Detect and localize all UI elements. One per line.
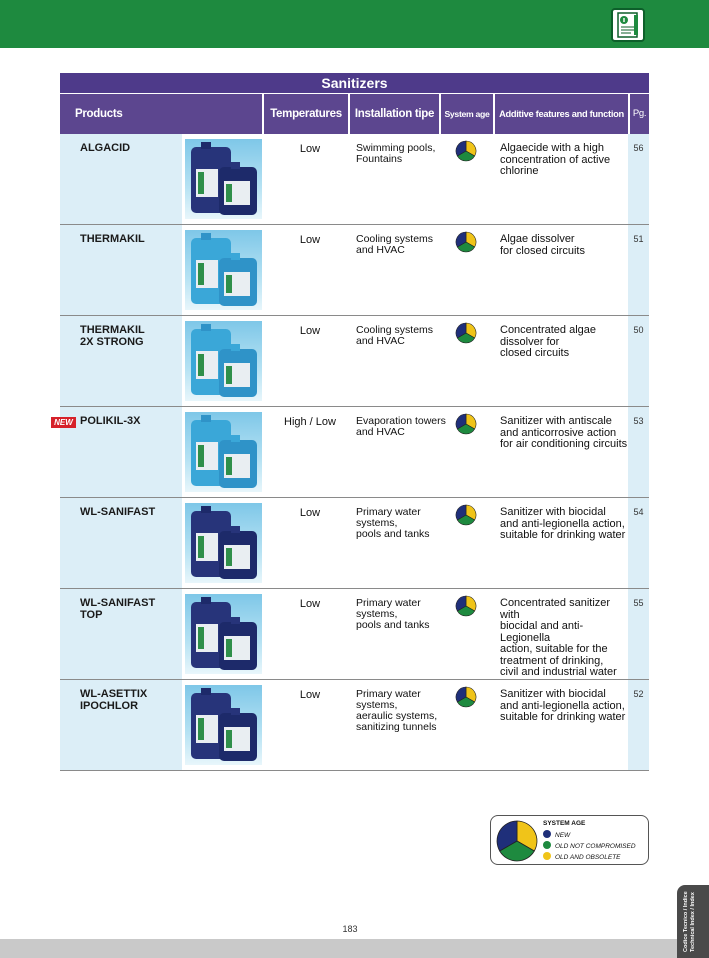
page-reference[interactable]: 52: [633, 689, 644, 699]
installation-value: Cooling systems and HVAC: [356, 324, 434, 347]
table-row: [60, 407, 649, 498]
feature-description: Sanitizer with biocidal and anti-legionella action, suitable for drinking water: [500, 506, 626, 541]
product-name[interactable]: WL-SANIFAST: [80, 506, 156, 518]
page-reference[interactable]: 50: [633, 325, 644, 335]
new-badge: NEW: [51, 417, 76, 428]
legend-dot-icon: [543, 841, 551, 849]
legend-item-old-not-compromised: OLD NOT COMPROMISED: [543, 841, 636, 850]
table-row: [60, 225, 649, 316]
system-age-pie-icon: [455, 322, 477, 344]
system-age-pie-icon: [455, 504, 477, 526]
sanitizers-table: [60, 73, 649, 771]
product-name[interactable]: THERMAKIL 2X STRONG: [80, 324, 145, 348]
table-body: [60, 134, 649, 771]
technical-book-icon[interactable]: [611, 8, 645, 42]
table-row: [60, 316, 649, 407]
feature-description: Concentrated sanitizer with biocidal and anti-Legionella action, suitable for the treatment of drinking, civil and industrial water: [500, 597, 617, 678]
product-photo: [185, 685, 262, 765]
feature-description: Concentrated algae dissolver for closed circuits: [500, 324, 597, 359]
table-row: [60, 134, 649, 225]
product-name[interactable]: THERMAKIL: [80, 233, 145, 245]
product-name[interactable]: ALGACID: [80, 142, 131, 154]
header-temperatures: Temperatures: [262, 94, 348, 134]
installation-value: Swimming pools, Fountains: [356, 142, 436, 165]
top-bar: [0, 0, 709, 48]
side-tab-label: Codice Tecnico / Indice Technical Index / Index: [683, 891, 696, 952]
page-reference[interactable]: 54: [633, 507, 644, 517]
table-row: [60, 680, 649, 771]
product-photo: [185, 412, 262, 492]
table-title: Sanitizers: [60, 73, 649, 94]
feature-description: Sanitizer with antiscale and anticorrosive action for air conditioning circuits: [500, 415, 628, 450]
temperature-value: Low: [299, 689, 321, 701]
page-reference[interactable]: 56: [633, 143, 644, 153]
temperature-value: Low: [299, 143, 321, 155]
page-reference[interactable]: 55: [633, 598, 644, 608]
installation-value: Primary water systems, aeraulic systems, sanitizing tunnels: [356, 688, 438, 733]
system-age-pie-icon: [455, 686, 477, 708]
product-name[interactable]: POLIKIL-3X: [80, 415, 141, 427]
header-installation: Installation tipe: [348, 94, 439, 134]
table-header-row: [60, 94, 649, 134]
temperature-value: Low: [299, 325, 321, 337]
table-row: [60, 589, 649, 680]
legend-title: SYSTEM AGE: [543, 820, 586, 827]
legend-item-old-and-obsolete: OLD AND OBSOLETE: [543, 852, 621, 861]
installation-value: Primary water systems, pools and tanks: [356, 506, 430, 540]
system-age-pie-icon: [455, 595, 477, 617]
installation-value: Primary water systems, pools and tanks: [356, 597, 430, 631]
header-products: Products: [75, 108, 123, 120]
installation-value: Evaporation towers and HVAC: [356, 415, 446, 438]
feature-description: Algaecide with a high concentration of active chlorine: [500, 142, 611, 177]
header-features: Additive features and function: [493, 94, 628, 134]
legend-item-new: NEW: [543, 830, 570, 839]
system-age-pie-icon: [455, 140, 477, 162]
page-number: 183: [342, 924, 358, 934]
header-pg: Pg.: [628, 94, 649, 134]
system-age-pie-icon: [455, 413, 477, 435]
product-photo: [185, 594, 262, 674]
product-name[interactable]: WL-SANIFAST TOP: [80, 597, 156, 621]
temperature-value: Low: [299, 598, 321, 610]
header-system-age: System age: [439, 94, 493, 134]
product-photo: [185, 139, 262, 219]
product-photo: [185, 503, 262, 583]
temperature-value: Low: [299, 507, 321, 519]
system-age-legend: [490, 815, 649, 865]
legend-dot-icon: [543, 852, 551, 860]
product-photo: [185, 321, 262, 401]
legend-dot-icon: [543, 830, 551, 838]
product-name[interactable]: WL-ASETTIX IPOCHLOR: [80, 688, 148, 712]
feature-description: Sanitizer with biocidal and anti-legionella action, suitable for drinking water: [500, 688, 626, 723]
installation-value: Cooling systems and HVAC: [356, 233, 434, 256]
product-photo: [185, 230, 262, 310]
temperature-value: Low: [299, 234, 321, 246]
legend-pie-icon: [495, 819, 539, 863]
page-reference[interactable]: 53: [633, 416, 644, 426]
table-row: [60, 498, 649, 589]
system-age-pie-icon: [455, 231, 477, 253]
temperature-value: High / Low: [284, 416, 336, 428]
bottom-bar: [0, 939, 709, 958]
page-reference[interactable]: 51: [633, 234, 644, 244]
feature-description: Algae dissolver for closed circuits: [500, 233, 585, 257]
